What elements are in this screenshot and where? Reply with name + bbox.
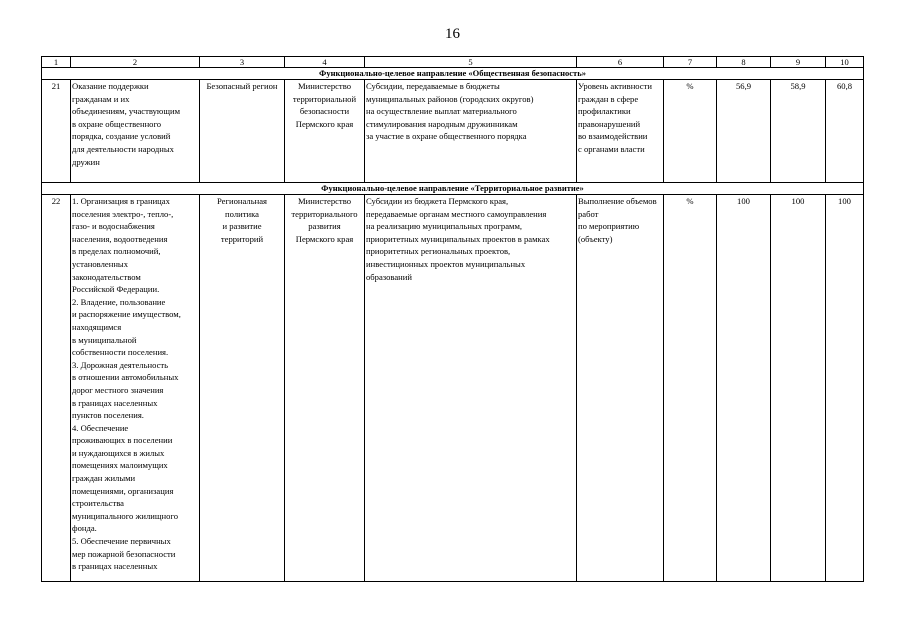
- cell-text-line: приоритетных муниципальных проектов в рамках: [366, 233, 550, 244]
- cell-text-line: территориального: [291, 208, 358, 219]
- subsidy-cell: [365, 195, 577, 582]
- cell-text-line: граждан жилыми: [72, 473, 136, 484]
- cell-text-line: помещениях малоимущих: [72, 460, 168, 471]
- cell-text-line: находящимся: [72, 321, 122, 332]
- cell-text-line: 4. Обеспечение: [72, 422, 129, 433]
- cell-text-line: стимулирования народным дружинникам: [366, 118, 518, 129]
- column-header: 4: [285, 57, 365, 68]
- value-cell: 100: [771, 195, 826, 582]
- column-header: 3: [200, 57, 285, 68]
- cell-text-line: собственности поселения.: [72, 347, 169, 358]
- page-number: 16: [445, 26, 460, 42]
- cell-text-line: на осуществление выплат материального: [366, 106, 517, 117]
- cell-text-line: по мероприятию: [578, 221, 640, 232]
- cell-text-line: 1. Организация в границах: [72, 196, 170, 206]
- cell-text-line: приоритетных региональных проектов,: [366, 246, 511, 257]
- cell-text-line: дружин: [72, 156, 100, 167]
- value-cell: 60,8: [826, 80, 864, 183]
- cell-text-line: территориальной: [292, 93, 357, 104]
- cell-text-line: установленных: [72, 258, 128, 269]
- cell-text-line: Субсидии из бюджета Пермского края,: [366, 196, 509, 206]
- cell-text-line: во взаимодействии: [578, 131, 648, 142]
- subsidy-cell: [365, 80, 577, 183]
- cell-text-line: законодательством: [72, 271, 141, 282]
- cell-text-line: безопасности: [299, 106, 350, 117]
- cell-text-line: в пределах полномочий,: [72, 246, 161, 257]
- cell-text-line: Выполнение объемов: [578, 196, 657, 206]
- row-number: 22: [42, 195, 71, 582]
- cell-text-line: 2. Владение, пользование: [72, 296, 166, 307]
- cell-text-line: 5. Обеспечение первичных: [72, 536, 171, 547]
- section-heading: Функционально-целевое направление «Территориальное развитие»: [42, 183, 864, 195]
- cell-text-line: передаваемые органам местного самоуправления: [366, 208, 547, 219]
- cell-text-line: в муниципальной: [72, 334, 137, 345]
- section-heading-row: [42, 68, 864, 80]
- cell-text-line: территорий: [220, 233, 264, 244]
- cell-text-line: работ: [578, 208, 599, 219]
- task-cell: [71, 80, 200, 183]
- row-number: 21: [42, 80, 71, 183]
- cell-text-line: поселения электро-, тепло-,: [72, 208, 174, 219]
- column-header: 7: [664, 57, 717, 68]
- cell-text-line: фонда.: [72, 523, 97, 534]
- value-cell: 100: [826, 195, 864, 582]
- cell-text-line: в охране общественного: [72, 118, 162, 129]
- cell-text-line: профилактики: [578, 106, 631, 117]
- cell-text-line: Пермского края: [295, 118, 354, 129]
- table-row: [42, 195, 864, 582]
- cell-text-line: порядка, создание условий: [72, 131, 171, 142]
- ministry-cell: [285, 195, 365, 582]
- cell-text-line: дорог местного значения: [72, 384, 164, 395]
- cell-text-line: политика: [225, 208, 259, 219]
- cell-text-line: граждан в сфере: [578, 93, 639, 104]
- cell-text-line: муниципальных районов (городских округов): [366, 93, 534, 104]
- cell-text-line: газо- и водоснабжения: [72, 221, 155, 232]
- cell-text-line: в отношении автомобильных: [72, 372, 179, 383]
- cell-text-line: Региональная: [217, 196, 267, 206]
- table-row: [42, 80, 864, 183]
- cell-text-line: на реализацию муниципальных программ,: [366, 221, 523, 232]
- cell-text-line: правонарушений: [578, 118, 641, 129]
- cell-text-line: Оказание поддержки: [72, 81, 149, 91]
- cell-text-line: мер пожарной безопасности: [72, 548, 176, 559]
- cell-text-line: для деятельности народных: [72, 143, 174, 154]
- cell-text-line: и распоряжение имуществом,: [72, 309, 181, 320]
- program-cell: [200, 195, 285, 582]
- column-header: 1: [42, 57, 71, 68]
- cell-text-line: за участие в охране общественного порядка: [366, 131, 527, 142]
- cell-text-line: в границах населенных: [72, 397, 158, 408]
- cell-text-line: Российской Федерации.: [72, 284, 160, 295]
- cell-text-line: и нуждающихся в жилых: [72, 447, 165, 458]
- value-cell: 100: [717, 195, 771, 582]
- cell-text-line: с органами власти: [578, 143, 645, 154]
- cell-text-line: Пермского края: [295, 233, 354, 244]
- cell-text-line: объединениям, участвующим: [72, 106, 181, 117]
- cell-text-line: (объекту): [578, 233, 613, 244]
- cell-text-line: проживающих в поселении: [72, 435, 173, 446]
- cell-text-line: Субсидии, передаваемые в бюджеты: [366, 81, 500, 91]
- cell-text-line: Министерство: [298, 196, 351, 206]
- column-header: 2: [71, 57, 200, 68]
- cell-text-line: инвестиционных проектов муниципальных: [366, 258, 526, 269]
- cell-text-line: и развитие: [222, 221, 262, 232]
- column-header: 10: [826, 57, 864, 68]
- cell-text-line: населения, водоотведения: [72, 233, 168, 244]
- cell-text-line: муниципального жилищного: [72, 510, 179, 521]
- cell-text-line: в границах населенных: [72, 561, 158, 572]
- program-cell: [200, 80, 285, 183]
- cell-text-line: 3. Дорожная деятельность: [72, 359, 169, 370]
- cell-text-line: развития: [308, 221, 341, 232]
- cell-text-line: Безопасный регион: [206, 81, 278, 91]
- section-heading: Функционально-целевое направление «Общественная безопасность»: [42, 68, 864, 80]
- column-header: 8: [717, 57, 771, 68]
- unit-cell: %: [664, 195, 717, 582]
- cell-text-line: строительства: [72, 498, 124, 509]
- value-cell: 56,9: [717, 80, 771, 183]
- unit-cell: %: [664, 80, 717, 183]
- cell-text-line: образований: [366, 271, 412, 282]
- column-header: 6: [577, 57, 664, 68]
- indicator-cell: [577, 80, 664, 183]
- cell-text-line: Министерство: [298, 81, 351, 91]
- cell-text-line: пунктов поселения.: [72, 410, 144, 421]
- section-heading-row: [42, 183, 864, 195]
- column-header: 9: [771, 57, 826, 68]
- data-table: [41, 56, 864, 582]
- column-number-row: [42, 57, 864, 68]
- indicator-cell: [577, 195, 664, 582]
- cell-text-line: гражданам и их: [72, 93, 130, 104]
- task-cell: [71, 195, 200, 582]
- value-cell: 58,9: [771, 80, 826, 183]
- cell-text-line: Уровень активности: [578, 81, 652, 91]
- column-header: 5: [365, 57, 577, 68]
- ministry-cell: [285, 80, 365, 183]
- cell-text-line: помещениями, организация: [72, 485, 174, 496]
